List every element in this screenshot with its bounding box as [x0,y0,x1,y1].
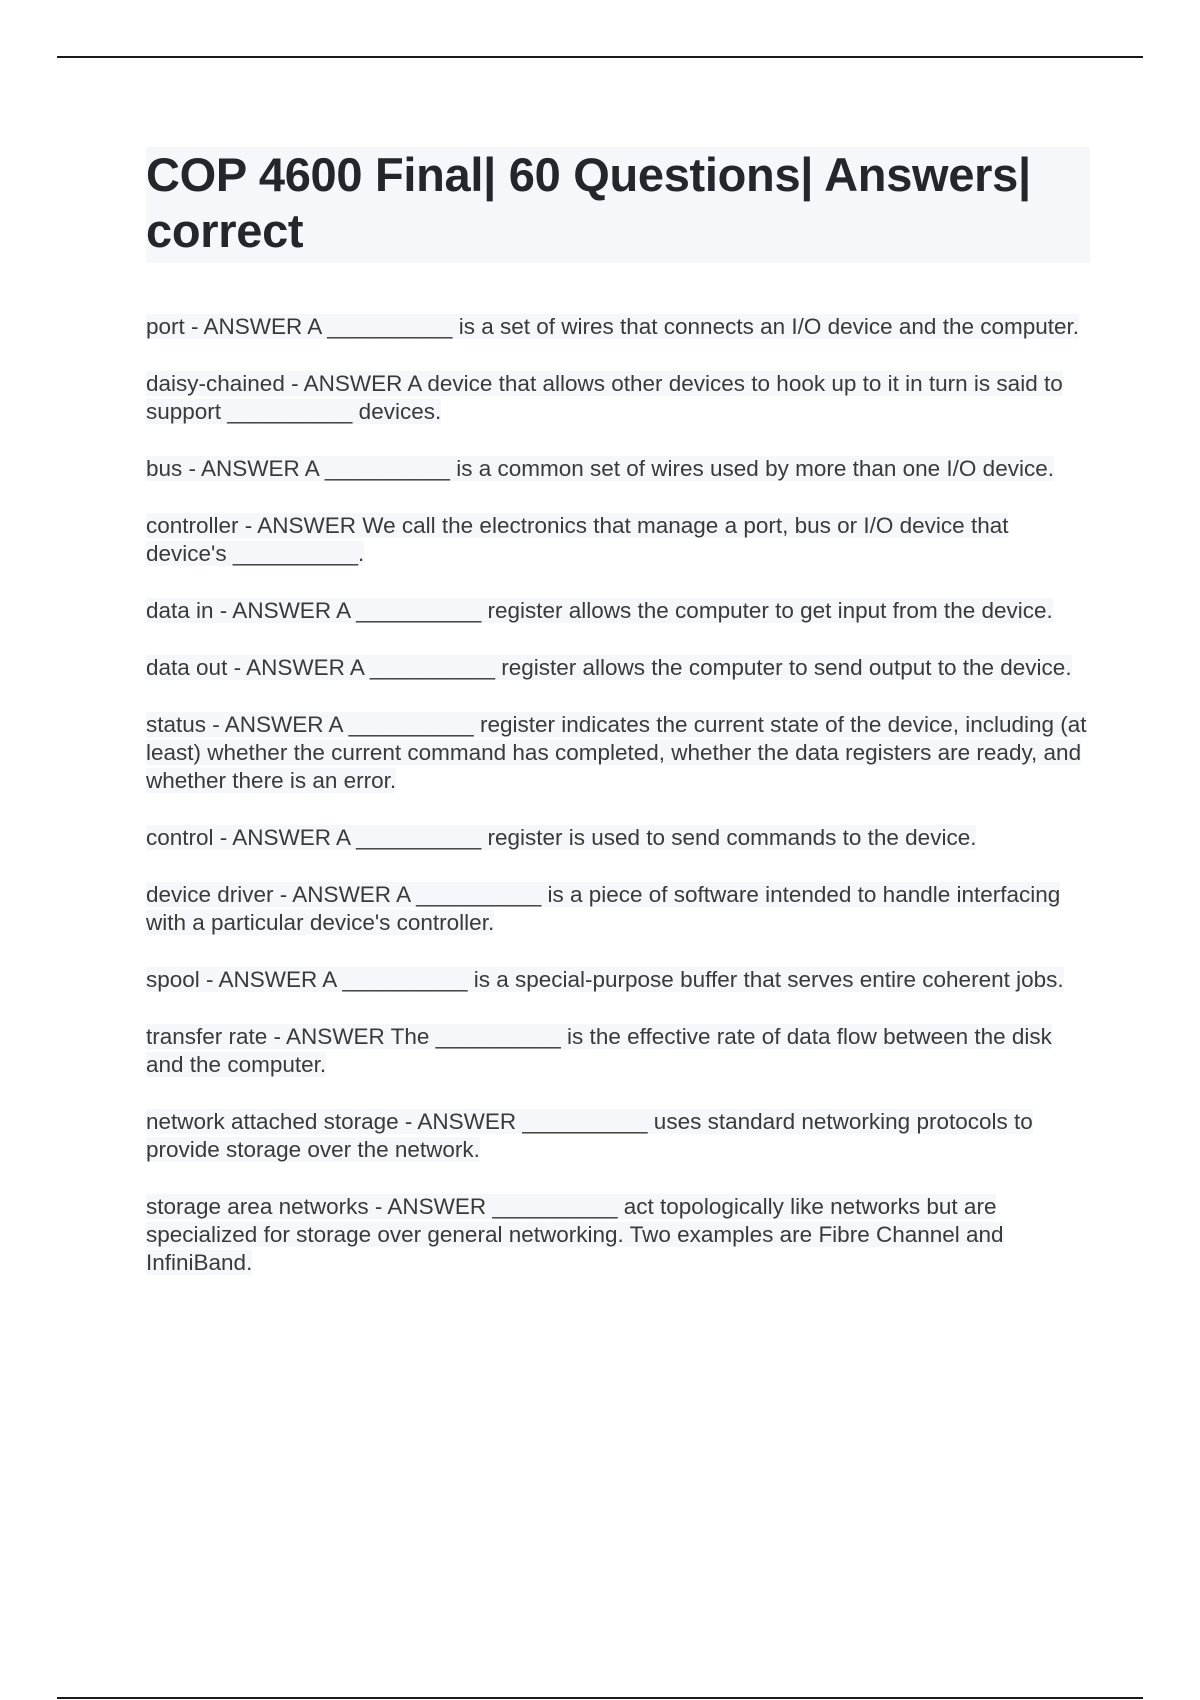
bottom-rule [57,1697,1143,1699]
qa-text: controller - ANSWER We call the electronics that manage a port, bus or I/O device that device's __________. [146,513,1009,566]
qa-item-daisy-chained [146,370,1092,426]
qa-text: transfer rate - ANSWER The __________ is the effective rate of data flow between the disk and the computer. [146,1024,1052,1077]
qa-item-data-out [146,654,1092,682]
qa-item-controller [146,512,1092,568]
top-rule [57,56,1143,58]
qa-text: data in - ANSWER A __________ register allows the computer to get input from the device. [146,598,1053,623]
qa-text: daisy-chained - ANSWER A device that allows other devices to hook up to it in turn is said to support __________ devices. [146,371,1063,424]
qa-item-control [146,824,1092,852]
qa-text: control - ANSWER A __________ register is used to send commands to the device. [146,825,977,850]
qa-list [146,313,1092,1306]
qa-text: storage area networks - ANSWER __________ act topologically like networks but are specialized for storage over general networking. Two examples are Fibre Channel and InfiniBand. [146,1194,1004,1275]
qa-item-status [146,711,1092,795]
qa-text: device driver - ANSWER A __________ is a piece of software intended to handle interfacing with a particular device's controller. [146,882,1061,935]
qa-text: bus - ANSWER A __________ is a common set of wires used by more than one I/O device. [146,456,1054,481]
qa-item-bus [146,455,1092,483]
qa-item-port [146,313,1092,341]
qa-item-device-driver [146,881,1092,937]
qa-text: spool - ANSWER A __________ is a special-purpose buffer that serves entire coherent jobs. [146,967,1064,992]
title-block [146,147,1090,263]
page-title: COP 4600 Final| 60 Questions| Answers| correct [146,148,1031,257]
qa-text: network attached storage - ANSWER __________ uses standard networking protocols to provide storage over the network. [146,1109,1033,1162]
qa-text: data out - ANSWER A __________ register allows the computer to send output to the device. [146,655,1072,680]
qa-item-network-attached-storage [146,1108,1092,1164]
qa-text: port - ANSWER A __________ is a set of wires that connects an I/O device and the computer. [146,314,1080,339]
qa-item-spool [146,966,1092,994]
qa-item-transfer-rate [146,1023,1092,1079]
qa-item-storage-area-networks [146,1193,1092,1277]
qa-item-data-in [146,597,1092,625]
qa-text: status - ANSWER A __________ register indicates the current state of the device, including (at least) whether the current command has completed, whether the data registers are ready, and whether there is an error. [146,712,1087,793]
